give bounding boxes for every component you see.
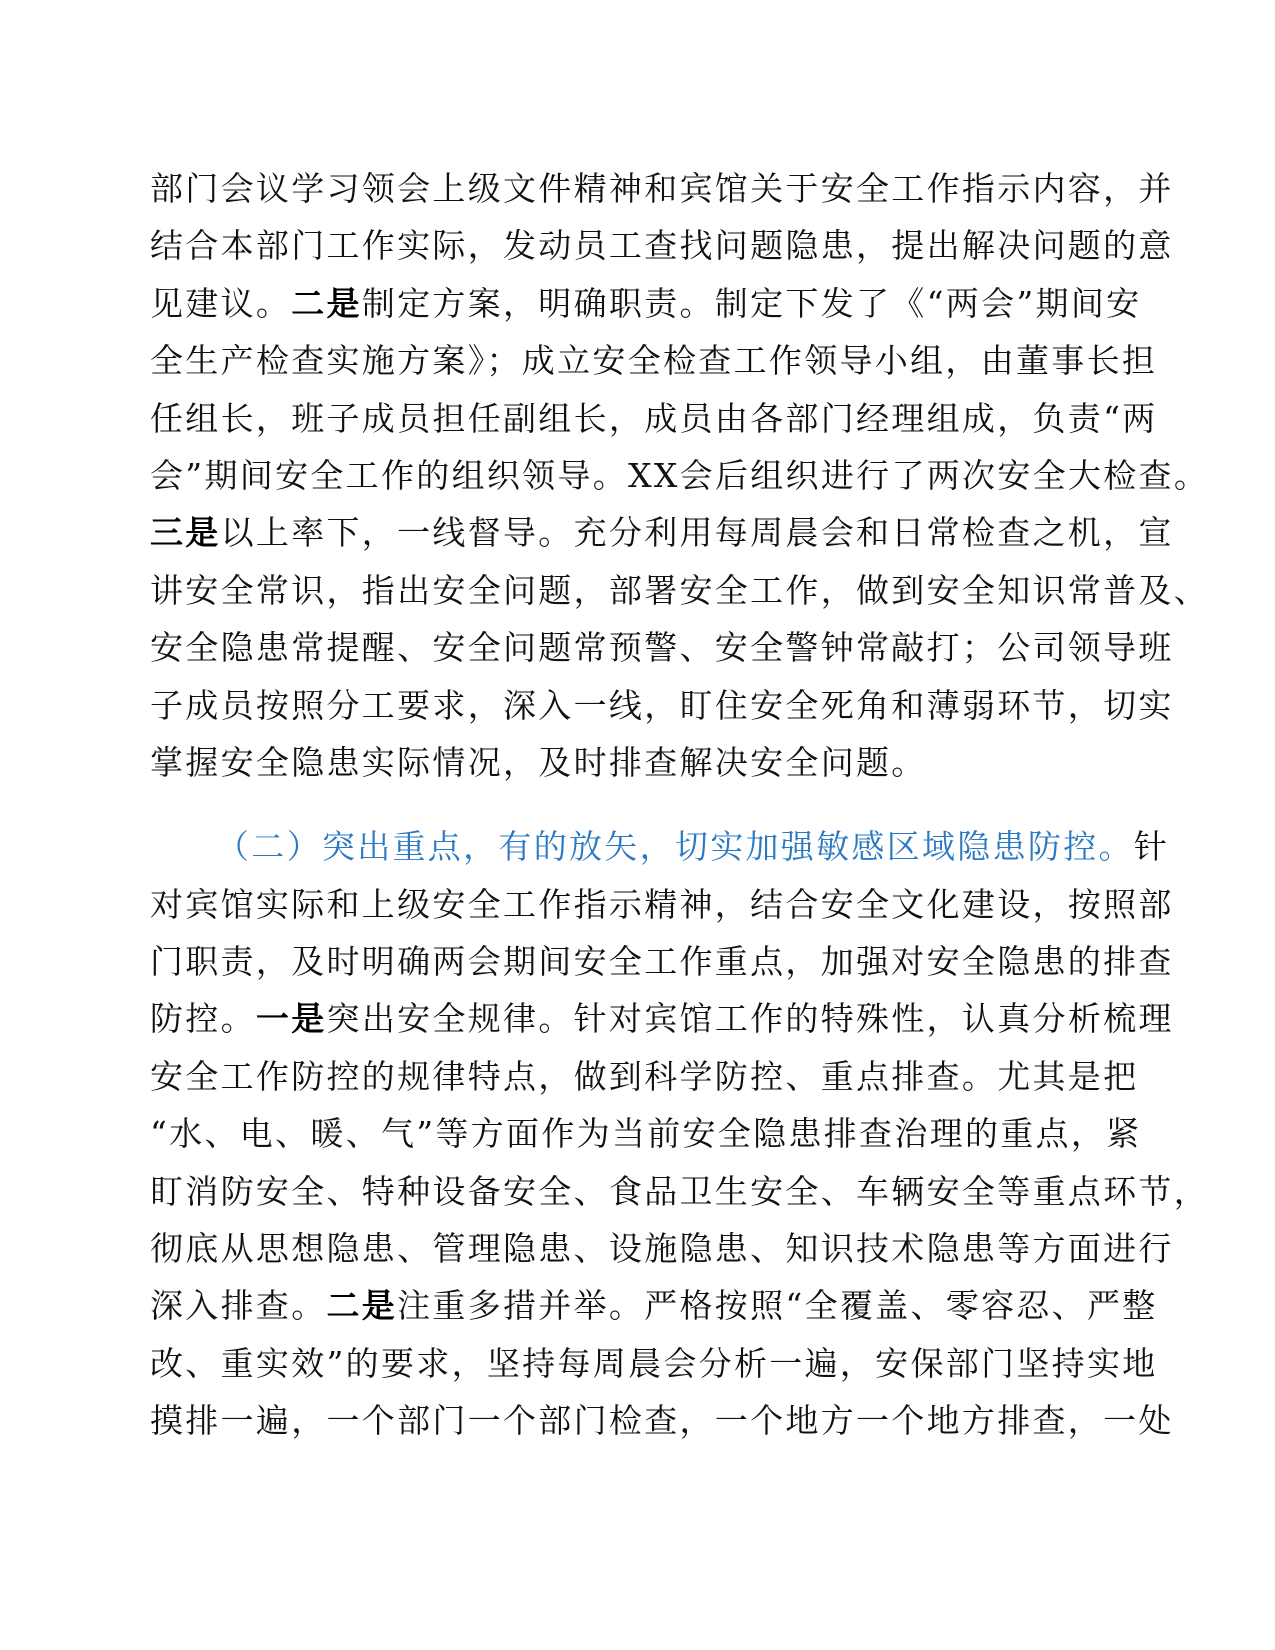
text-line — [150, 933, 1174, 990]
text-line — [150, 562, 1209, 619]
text-line — [150, 217, 1174, 274]
text-line — [150, 447, 1210, 504]
text-line — [150, 876, 1174, 933]
body-text: 任组长，班子成员担任副组长，成员由各部门经理组成，负责“两 — [150, 398, 1158, 438]
body-text: “水、电、暖、气”等方面作为当前安全隐患排查治理的重点，紧 — [150, 1114, 1142, 1154]
body-text: 见建议。 — [150, 283, 292, 323]
body-text: 部门会议学习领会上级文件精神和宾馆关于安全工作指示内容，并 — [150, 169, 1174, 208]
body-text: 子成员按照分工要求，深入一线，盯住安全死角和薄弱环节，切实 — [150, 685, 1174, 725]
body-text: 制定方案，明确职责。制定下发了《“两会”期间安 — [361, 283, 1142, 323]
emphasis-text: 三是 — [150, 513, 221, 553]
text-line — [150, 1277, 1158, 1334]
body-text: 全生产检查实施方案》；成立安全检查工作领导小组，由董事长担 — [150, 341, 1158, 381]
text-line — [150, 990, 1174, 1047]
body-text: 摸排一遍，一个部门一个部门检查，一个地方一个地方排查，一处 — [150, 1401, 1174, 1441]
text-line — [150, 1105, 1140, 1162]
emphasis-text: 二是 — [291, 283, 362, 323]
section-heading: （二）突出重点，有的放矢，切实加强敏感区域隐患防控。 — [216, 827, 1134, 867]
body-text: 彻底从思想隐患、管理隐患、设施隐患、知识技术隐患等方面进行 — [150, 1229, 1174, 1269]
text-line — [150, 332, 1158, 389]
text-line — [150, 1220, 1174, 1277]
text-line — [150, 619, 1174, 676]
body-text: 讲安全常识，指出安全问题，部署安全工作，做到安全知识常普及、 — [150, 570, 1209, 610]
text-line — [150, 734, 1140, 791]
body-text: 安全隐患常提醒、安全问题常预警、安全警钟常敲打；公司领导班 — [150, 628, 1174, 668]
text-line — [150, 1048, 1140, 1105]
paragraph-gap — [150, 791, 1140, 818]
document-body — [150, 160, 1210, 1450]
body-text: 注重多措并举。严格按照“全覆盖、零容忍、严整 — [397, 1286, 1158, 1326]
emphasis-text: 二是 — [326, 1286, 398, 1326]
body-text: 以上率下，一线督导。充分利用每周晨会和日常检查之机，宣 — [220, 513, 1174, 553]
text-line — [150, 504, 1174, 561]
body-text: 结合本部门工作实际，发动员工查找问题隐患，提出解决问题的意 — [150, 226, 1174, 266]
body-text: 防控。 — [150, 999, 256, 1039]
emphasis-text: 一是 — [255, 999, 327, 1039]
body-text: 会”期间安全工作的组织领导。XX会后组织进行了两次安全大检查。 — [150, 455, 1210, 495]
body-text: 改、重实效”的要求，坚持每周晨会分析一遍，安保部门坚持实地 — [150, 1343, 1158, 1383]
text-line — [150, 1163, 1209, 1220]
text-line — [150, 275, 1140, 332]
text-line — [150, 390, 1158, 447]
text-line — [150, 818, 1170, 875]
body-text: 针 — [1133, 827, 1170, 867]
text-line — [150, 1392, 1174, 1449]
body-text: 盯消防安全、特种设备安全、食品卫生安全、车辆安全等重点环节， — [150, 1171, 1209, 1211]
text-line — [150, 1335, 1158, 1392]
body-text: 对宾馆实际和上级安全工作指示精神，结合安全文化建设，按照部 — [150, 884, 1174, 924]
body-text: 深入排查。 — [150, 1286, 327, 1326]
body-text: 安全工作防控的规律特点，做到科学防控、重点排查。尤其是把 — [150, 1056, 1139, 1096]
body-text: 突出安全规律。针对宾馆工作的特殊性，认真分析梳理 — [326, 999, 1174, 1039]
text-line — [150, 677, 1174, 734]
body-text: 掌握安全隐患实际情况，及时排查解决安全问题。 — [150, 742, 927, 782]
text-line — [150, 160, 1174, 217]
body-text: 门职责，及时明确两会期间安全工作重点，加强对安全隐患的排查 — [150, 942, 1174, 982]
